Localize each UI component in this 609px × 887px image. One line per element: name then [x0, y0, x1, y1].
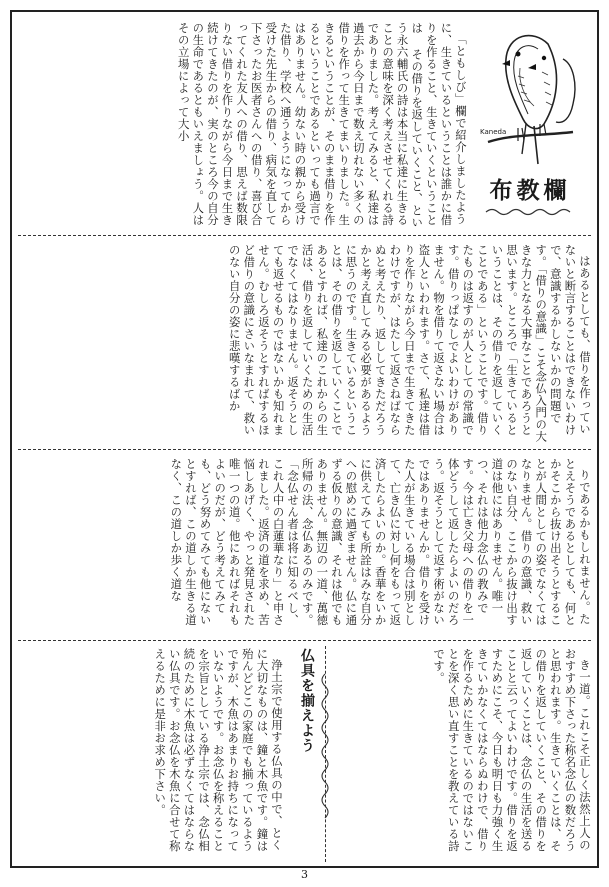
- sermon-paragraph-3: [20, 458, 592, 636]
- sermon-text-4: き一道。これこそ正しく法然上人のおすすめ下さった称名念仏の数だろうと思われます。生きていくことは、その借りを返していくこと、その借りを返していくことは、念仏の生活を送ることと云ってよいわけです。借りを返すためにこそ、今日も明日も力強く生きていかなくてはならぬわけで、借りを作るために生きているのではないことを深く思い直すことを教えている詩です。: [432, 648, 592, 852]
- buddhist-altar-heading: 仏具を揃えよう: [299, 648, 315, 753]
- page-frame: [10, 10, 599, 868]
- wavy-underline-icon: [484, 207, 576, 217]
- section-heading: [478, 172, 582, 228]
- sermon-text-2: はあるとしても、借りを作っていないと断言することはできないわけで、意識するかしないかの問題です。「借りの意識」こそ念仏入門の大きな力となる大事なことであろうと思います。ところで「生きているということは、その借りを返していくことである」ということです。借りたものは返すのが人としての常識です。借りっぱなしでよいわけがありません。物を借りて返さない場合は盗人といわれます。さて、私達は借りを作りながら今日まで生きてきたわけですが、はたして返さねばならぬと考えたり、返ししてきただろうかと考え直してみる必要があるように思うのです。生きているということは、その借りを返していくことであるとすれば、私達のこれからの生活は、借りを返していくための生活でなくてはなりません。返そうとしても返せるものではないかも知れません。むしろ返そうとすればするほど借りの意識にさいなまれて、救いのない自分の姿に悲嘆するばか: [227, 244, 592, 443]
- divider-3: [18, 640, 591, 641]
- divider-2: [18, 449, 591, 450]
- sermon-text-3: りであるかもしれません。たとえそうであるとしても、何とかそこから抜け出そうとすることが人間としての姿でなくてはなりません。借りの意識、救いのない自分、ここから抜け出す道は他にはありません。唯一つ、それは他力念仏の教みです。今は亡き父母への借りを一体どうして返したらよいのだろう。返そうとして返す術がないではありませんか。借りを受けた人が生きている場合は別として、亡き仏に対し何をもって返済したらよいのか。香華をいかに供えてみても所詮はみな自分への慰めに過ぎません。仏に通ずる仮りの意識、それは他でもありません。無辺の一道、萬徳所帰の法、念仏あるのみです。「念仏せん者は将に知るべし、これ人中の白蓮華なり」と申されました。返済の道を求め、苦悩しあげく、やっと発見された唯一つの道。他にあればそれもよいのだが、どう考えてみても、どう努めてみても他にないとすれば、この道しか生きる道なく、この道しか歩く道な: [169, 458, 592, 626]
- sermon-text-1: 「ともしび」欄で紹介しましたように、生きているということは誰かに借りを作ること、生きていくということは その借りを返していくこと、という永六輔氏の詩は本当に私達に生きることの意味を深く考えさせてくれる詩でありました。考えてみると、私達は過去から今日まで数え切れない多くの借りを作って生きてまいりました。生きるということが、そのまま借りを作るということであるといっても過言ではありません。幼ない時の親から受けた借り、学校へ通うようになってから受けた先生からの借り、病気を直して下さったお医者さんへの借り、喜び合ってくれた友人への借り、思えば数限りない借りを作りながら今日まで生き続けてきたのが、実のところ今の自分の生命であるともいえましょう。人はその立場によって大小: [176, 22, 468, 229]
- illustration-signature: Kaneda: [480, 128, 507, 136]
- bird-illustration: [478, 24, 582, 172]
- sermon-paragraph-2: [20, 244, 592, 444]
- sermon-paragraph-5: [20, 648, 284, 862]
- section-title: 布教欄: [489, 178, 571, 204]
- sermon-text-5: 浄土宗で使用する仏具の中で、とくに大切なものは、鐘と木魚です。鐘は殆んどどこの家庭でも揃っているようですが、木魚はあまりお持ちになっていないようです。お念仏を称えることを宗旨としている浄土宗では、念仏相続のために木魚は必ずなくてはならない仏具です。お念仏を木魚に合せて称えるために是非お求め下さい。: [153, 648, 284, 852]
- sermon-paragraph-4: [330, 648, 592, 862]
- wavy-vertical-icon: [319, 672, 331, 822]
- sermon-paragraph-1: [20, 22, 468, 232]
- page-number: 3: [301, 868, 308, 881]
- divider-1: [18, 235, 591, 236]
